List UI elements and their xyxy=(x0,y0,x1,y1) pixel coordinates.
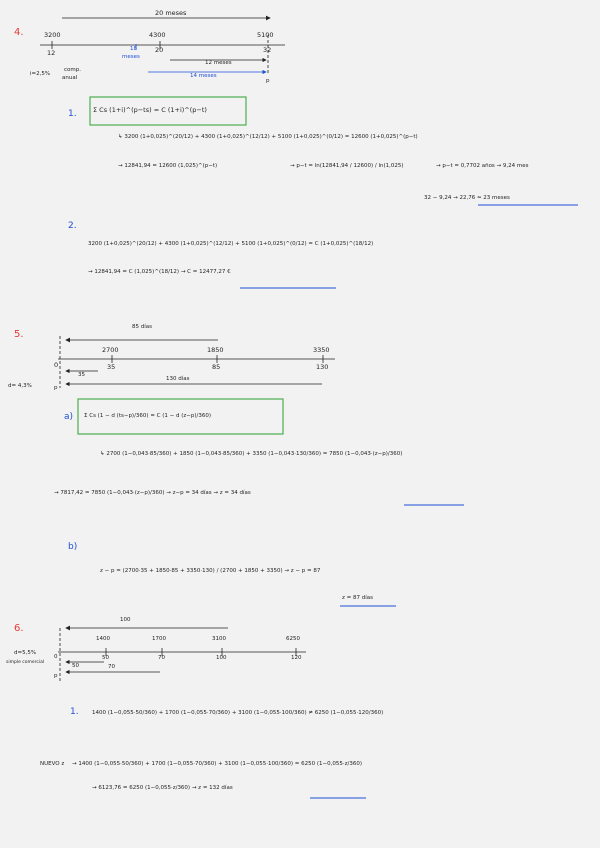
p6-amount-3: 3100 xyxy=(212,636,226,642)
p4-a-line2-mid: → p−t = ln(12841,94 / 12600) / ln(1,025) xyxy=(290,163,404,169)
p6-amount-4: 6250 xyxy=(286,636,300,642)
p4-comp: comp. xyxy=(64,67,81,73)
p4-amount-2: 4300 xyxy=(149,31,166,39)
p4-rate: i=2,5% xyxy=(30,71,51,77)
p6-rate: d=5,5% xyxy=(14,650,37,656)
p4-a-label: 1. xyxy=(68,109,77,119)
p4-amount-1: 3200 xyxy=(44,31,61,39)
p4-month-1: 12 xyxy=(47,49,56,57)
p5-a-label: a) xyxy=(64,412,74,422)
p5-zero: 0 xyxy=(54,361,59,369)
p5-span-130: 130 días xyxy=(166,376,190,382)
p6-day-2: 70 xyxy=(158,655,165,661)
p6-b-line1: → 1400 (1−0,055·50/360) + 1700 (1−0,055·70/360) + 3100 (1−0,055·100/360) = 6250 (1−0,055·z/360) xyxy=(72,761,363,767)
p5-day-2: 85 xyxy=(212,363,221,371)
p6-a-label: 1. xyxy=(70,707,79,717)
p4-eighteen: 18 xyxy=(130,46,137,52)
p4-month-3: 32 xyxy=(263,46,272,54)
p6-a-line1: 1400 (1−0,055·50/360) + 1700 (1−0,055·70/360) + 3100 (1−0,055·100/360) ≠ 6250 (1−0,055·120/360) xyxy=(92,710,384,716)
p5-b-result: z = 87 días xyxy=(342,595,373,601)
p6-span-70: 70 xyxy=(108,664,115,670)
p4-b-line1: 3200 (1+0,025)^(20/12) + 4300 (1+0,025)^(12/12) + 5100 (1+0,025)^(0/12) = C (1+0,025)^(18/12) xyxy=(88,241,374,247)
p5-amount-3: 3350 xyxy=(313,346,330,354)
p4-span-12: 12 meses xyxy=(205,60,232,66)
p4-a-line2-rhs: → p−t = 0,7702 años → 9,24 mes xyxy=(436,163,529,169)
p5-b-label: b) xyxy=(68,542,78,552)
p6-day-4: 120 xyxy=(291,655,302,661)
p6-b-label: NUEVO z xyxy=(40,761,65,767)
p6-span-top: 100 xyxy=(120,617,131,623)
p6-rate-note: simple comercial xyxy=(6,660,45,665)
p6-span-50: 50 xyxy=(72,663,79,669)
p6-amount-1: 1400 xyxy=(96,636,110,642)
p4-a-line3: 32 − 9,24 → 22,76 ≃ 23 meses xyxy=(424,195,510,201)
p5-rate: d= 4,3% xyxy=(8,383,32,389)
p6-number: 6. xyxy=(14,623,24,634)
p4-b-line2: → 12841,94 = C (1,025)^(18/12) → C = 12477,27 € xyxy=(88,269,231,275)
p4-amount-3: 5100 xyxy=(257,31,274,39)
p4-a-line1: ↳ 3200 (1+0,025)^(20/12) + 4300 (1+0,025)^(12/12) + 5100 (1+0,025)^(0/12) = 12600 (1+0,025)^(p−t) xyxy=(118,134,418,140)
p4-p-label: p xyxy=(266,78,270,84)
p6-day-1: 50 xyxy=(102,655,109,661)
p5-amount-2: 1850 xyxy=(207,346,224,354)
p6-zero: 0 xyxy=(54,654,58,660)
p4-span-top: 20 meses xyxy=(155,9,187,17)
p5-day-3: 130 xyxy=(316,363,329,371)
p6-p-label: p xyxy=(54,673,58,679)
p4-span-14: 14 meses xyxy=(190,73,217,79)
p5-day-1: 35 xyxy=(107,363,116,371)
p5-span-top: 85 días xyxy=(132,324,153,330)
p4-b-label: 2. xyxy=(68,221,77,231)
p5-span-35: 35 xyxy=(78,372,85,378)
p4-month-2: 20 xyxy=(155,46,164,54)
p6-b-line2: → 6123,76 = 6250 (1−0,055·z/360) → z = 132 días xyxy=(92,785,233,791)
p5-a-box-formula: Σ Cs (1 − d (ts−p)/360) = C (1 − d (z−p)/360) xyxy=(84,413,212,419)
p5-a-line2: → 7817,42 = 7850 (1−0,043·(z−p)/360) → z−p = 34 días → z = 34 días xyxy=(54,490,251,496)
p6-amount-2: 1700 xyxy=(152,636,166,642)
p5-amount-1: 2700 xyxy=(102,346,119,354)
p6-day-3: 100 xyxy=(216,655,227,661)
p4-eighteen-unit: meses xyxy=(122,54,140,60)
p4-number: 4. xyxy=(14,27,24,38)
p5-p-label: p xyxy=(54,385,58,391)
p4-a-line2-lhs: → 12841,94 = 12600 (1,025)^(p−t) xyxy=(118,163,218,169)
p4-anual: anual xyxy=(62,75,78,81)
p4-a-box-formula: Σ Cs (1+i)^(p−ts) = C (1+i)^(p−t) xyxy=(93,106,207,114)
p5-b-formula: z − p = (2700·35 + 1850·85 + 3350·130) / (2700 + 1850 + 3350) → z − p = 87 xyxy=(100,568,321,574)
p5-a-line1: ↳ 2700 (1−0,043·85/360) + 1850 (1−0,043·85/360) + 3350 (1−0,043·130/360) = 7850 (1−0,043·(z−p)/360) xyxy=(100,451,403,457)
p5-number: 5. xyxy=(14,329,24,340)
